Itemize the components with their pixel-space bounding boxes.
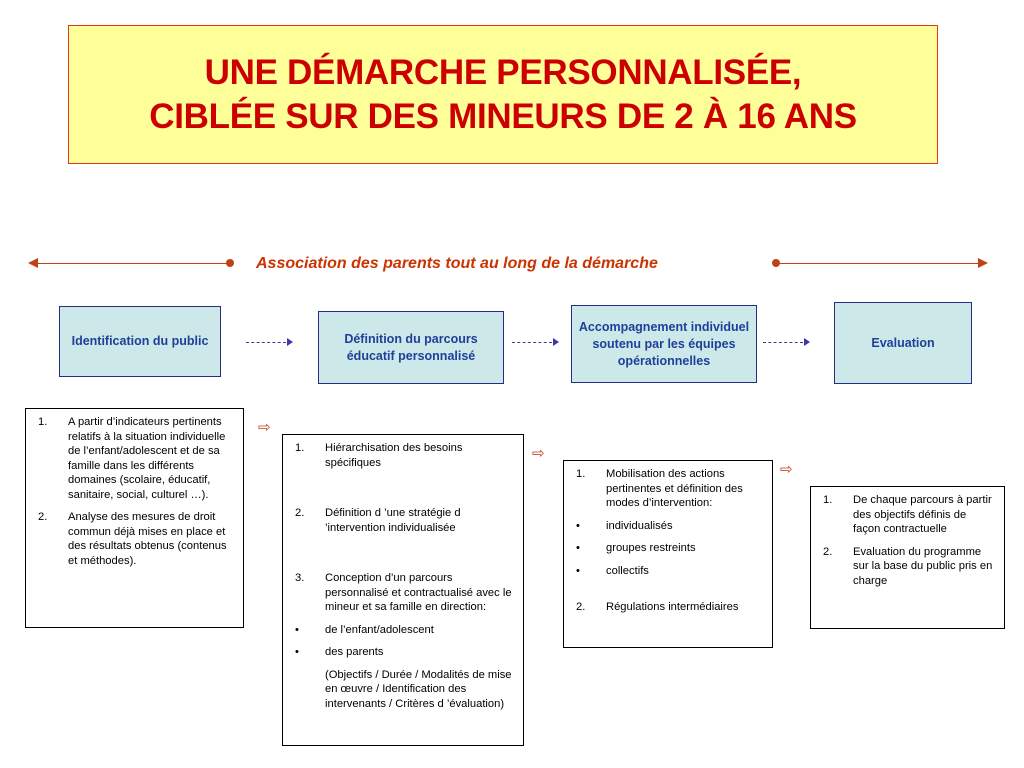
list-text: de l’enfant/adolescent	[325, 623, 434, 636]
list-item	[564, 564, 764, 579]
title-box	[68, 25, 938, 164]
list-text: Définition d ’une stratégie d ’intervention individualisée	[325, 507, 461, 534]
title-line-2: CIBLÉE SUR DES MINEURS DE 2 À 16 ANS	[149, 96, 857, 136]
list-marker: •	[295, 623, 299, 636]
stage-evaluation	[834, 302, 972, 384]
association-line-right	[778, 263, 978, 264]
pointer-arrow-1-icon: ⇨	[258, 419, 271, 436]
list-item	[283, 668, 515, 712]
list-marker: 1.	[38, 416, 48, 428]
stage-definition	[318, 311, 504, 384]
list-text: Evaluation du programme sur la base du public pris en charge	[853, 545, 993, 587]
list-item	[564, 467, 764, 511]
dashed-arrow-3	[763, 342, 803, 343]
list-marker: 2.	[38, 511, 48, 523]
list-text: Analyse des mesures de droit commun déjà mises en place et des résultats obtenus (contenus et méthodes).	[68, 511, 227, 567]
dashed-arrow-1	[246, 342, 286, 343]
list-marker: 2.	[576, 601, 586, 613]
association-label: Association des parents tout au long de la démarche	[256, 255, 658, 272]
list-item	[26, 510, 235, 568]
list-text: Hiérarchisation des besoins spécifiques	[325, 442, 463, 469]
list-marker	[283, 668, 325, 712]
list-item	[564, 541, 764, 556]
list-item	[26, 415, 235, 502]
detail-box-accompagnement	[563, 460, 773, 648]
detail-box-identification	[25, 408, 244, 628]
list-marker: 2.	[295, 507, 305, 519]
list-text: (Objectifs / Durée / Modalités de mise en œuvre / Identification des intervenants / Critères d ’évaluation)	[325, 668, 512, 710]
list-text: collectifs	[606, 564, 649, 577]
list-marker: 1.	[823, 494, 833, 506]
list-item	[283, 441, 515, 470]
list-item	[283, 506, 515, 535]
detail-box-evaluation	[810, 486, 1005, 629]
detail-box-definition	[282, 434, 524, 746]
list-marker: 1.	[576, 468, 586, 480]
list-marker: 2.	[823, 545, 833, 558]
list-text: Mobilisation des actions pertinentes et définition des modes d’intervention:	[606, 468, 743, 509]
list-item	[283, 623, 515, 638]
list-text: des parents	[325, 646, 384, 658]
list-text: De chaque parcours à partir des objectifs définis de façon contractuelle	[853, 494, 992, 535]
list-marker: 3.	[295, 572, 305, 584]
association-line-left	[34, 263, 230, 264]
right-arrowhead-icon	[978, 258, 988, 268]
stage-identification	[59, 306, 221, 377]
list-item	[564, 519, 764, 534]
dashed-arrowhead-2-icon	[553, 338, 559, 346]
list-item	[283, 645, 515, 660]
list-marker: •	[295, 646, 299, 658]
list-text: A partir d’indicateurs pertinents relatifs à la situation individuelle de l’enfant/adolescent et de sa famille dans les différents domaines (scolaire, éducatif, sanitaire, social, culturel …).	[68, 416, 226, 501]
list-item	[811, 493, 996, 537]
association-dot-left	[226, 259, 234, 267]
title-line-1: UNE DÉMARCHE PERSONNALISÉE,	[204, 52, 802, 92]
list-text: Régulations intermédiaires	[606, 601, 739, 613]
list-item	[564, 600, 764, 615]
list-marker: •	[576, 519, 580, 532]
list-text: groupes restreints	[606, 542, 696, 554]
list-text: individualisés	[606, 519, 673, 532]
pointer-arrow-2-icon: ⇨	[532, 445, 545, 462]
list-marker: 1.	[295, 442, 305, 454]
list-item	[283, 571, 515, 615]
dashed-arrowhead-3-icon	[804, 338, 810, 346]
stage-evaluation-label: Evaluation	[871, 335, 935, 350]
list-text: Conception d’un parcours personnalisé et contractualisé avec le mineur et sa famille en direction:	[325, 572, 512, 613]
stage-accompagnement-label: Accompagnement individuel soutenu par les équipes opérationnelles	[578, 319, 750, 368]
list-marker: •	[576, 542, 580, 554]
dashed-arrowhead-1-icon	[287, 338, 293, 346]
pointer-arrow-3-icon: ⇨	[780, 461, 793, 478]
list-item	[811, 545, 996, 589]
stage-accompagnement	[571, 305, 757, 383]
list-marker: •	[576, 564, 580, 577]
stage-definition-label: Définition du parcours éducatif personnalisé	[344, 331, 478, 363]
stage-identification-label: Identification du public	[71, 334, 209, 348]
dashed-arrow-2	[512, 342, 552, 343]
